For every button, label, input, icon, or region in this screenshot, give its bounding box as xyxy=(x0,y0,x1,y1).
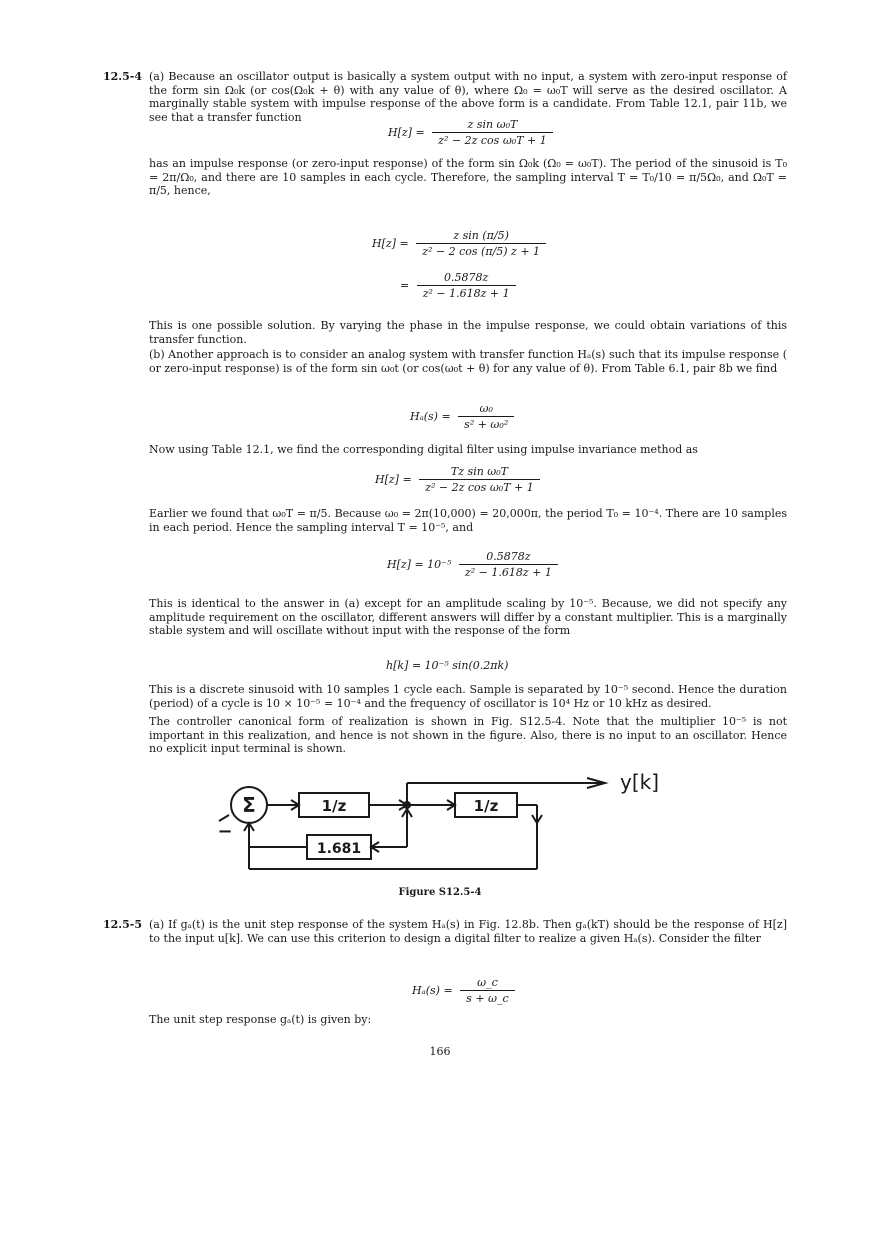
gain-label: 1.681 xyxy=(316,841,362,857)
equation-numerator: z sin ω₀T xyxy=(432,118,553,133)
page-number: 166 xyxy=(429,1045,451,1058)
equation xyxy=(412,976,515,1005)
delay-label-2: 1/z xyxy=(473,797,499,815)
equation-lhs: H[z] = 10⁻⁵ xyxy=(387,558,452,571)
equation-denominator: s + ω_c xyxy=(466,992,509,1005)
block-diagram xyxy=(215,765,695,885)
equation-denominator: z² − 2 cos (π/5) z + 1 xyxy=(422,245,541,258)
paragraph: The unit step response gₐ(t) is given by: xyxy=(149,1013,372,1026)
equation-lhs: Hₐ(s) = xyxy=(412,984,453,997)
equation-denominator: z² − 1.618z + 1 xyxy=(422,287,510,300)
paragraph: (b) Another approach is to consider an analog system with transfer function Hₐ(s) such that its impulse response ( or zero-input response) is of the form sin ω₀t (or cos(ω₀t + θ) for any value of θ). From Table 6.1, pair 8b we find xyxy=(149,348,787,375)
minus-sign: − xyxy=(217,821,233,842)
equation-denominator: z² − 2z cos ω₀T + 1 xyxy=(438,134,547,147)
equation xyxy=(400,271,516,300)
problem-number: 12.5-5 xyxy=(103,918,143,931)
equation-lhs: Hₐ(s) = xyxy=(410,410,451,423)
equation xyxy=(375,465,540,494)
equation-lhs: = xyxy=(400,279,410,292)
output-label: y[k] xyxy=(620,770,660,794)
equation-lhs: H[z] = xyxy=(375,473,412,486)
equation xyxy=(410,402,514,431)
equation-numerator: z sin (π/5) xyxy=(416,229,546,244)
equation-numerator: ω₀ xyxy=(458,402,514,417)
figure-caption: Figure S12.5-4 xyxy=(398,887,482,898)
paragraph: (a) If gₐ(t) is the unit step response of the system Hₐ(s) in Fig. 12.8b. Then gₐ(kT) should be the response of H[z] to the input u[k]. We can use this criterion to design a digital filter to realize a given Hₐ(s). Consider the filter xyxy=(149,918,787,945)
paragraph: Now using Table 12.1, we find the corresponding digital filter using impulse invariance method as xyxy=(149,443,698,456)
equation: h[k] = 10⁻⁵ sin(0.2πk) xyxy=(386,659,509,672)
equation xyxy=(388,118,553,147)
equation-denominator: z² − 1.618z + 1 xyxy=(464,566,552,579)
summer-symbol: Σ xyxy=(242,793,256,817)
paragraph: This is a discrete sinusoid with 10 samples 1 cycle each. Sample is separated by 10⁻⁵ second. Hence the duration (period) of a cycle is 10 × 10⁻⁵ = 10⁻⁴ and the frequency of oscillator is 10⁴ Hz or 10 kHz as desired. xyxy=(149,683,787,710)
branch-node xyxy=(404,802,410,808)
equation-lhs: H[z] = xyxy=(388,126,425,139)
paragraph: This is one possible solution. By varying the phase in the impulse response, we could obtain variations of this transfer function. xyxy=(149,319,787,346)
paragraph: (a) Because an oscillator output is basically a system output with no input, a system with zero-input response of the form sin Ω₀k (or cos(Ω₀k + θ) with any value of θ), where Ω₀ = ω₀T will serve as the desired oscillator. A marginally stable system with impulse response of the above form is a candidate. From Table 12.1, pair 11b, we see that a transfer function xyxy=(149,70,787,124)
equation-denominator: s² + ω₀² xyxy=(464,418,509,431)
equation xyxy=(387,550,558,579)
paragraph: has an impulse response (or zero-input response) of the form sin Ω₀k (Ω₀ = ω₀T). The period of the sinusoid is T₀ = 2π/Ω₀, and there are 10 samples in each cycle. Therefore, the sampling interval T = T₀/10 = π/5Ω₀, and Ω₀T = π/5, hence, xyxy=(149,157,787,197)
equation-numerator: 0.5878z xyxy=(417,271,516,286)
paragraph: The controller canonical form of realization is shown in Fig. S12.5-4. Note that the multiplier 10⁻⁵ is not important in this realization, and hence is not shown in the figure. Also, there is no input to an oscillator. Hence no explicit input terminal is shown. xyxy=(149,715,787,755)
delay-label-1: 1/z xyxy=(321,797,347,815)
equation-numerator: Tz sin ω₀T xyxy=(419,465,540,480)
equation-lhs: H[z] = xyxy=(372,237,409,250)
equation-numerator: 0.5878z xyxy=(459,550,558,565)
problem-number: 12.5-4 xyxy=(103,70,143,83)
equation-numerator: ω_c xyxy=(460,976,515,991)
paragraph: This is identical to the answer in (a) except for an amplitude scaling by 10⁻⁵. Because, we did not specify any amplitude requirement on the oscillator, different answers will differ by a constant multiplier. This is a marginally stable system and will oscillate without input with the response of the form xyxy=(149,597,787,637)
equation xyxy=(372,229,546,258)
paragraph: Earlier we found that ω₀T = π/5. Because ω₀ = 2π(10,000) = 20,000π, the period T₀ = 10⁻⁴. There are 10 samples in each period. Hence the sampling interval T = 10⁻⁵, and xyxy=(149,507,787,534)
equation-denominator: z² − 2z cos ω₀T + 1 xyxy=(425,481,534,494)
